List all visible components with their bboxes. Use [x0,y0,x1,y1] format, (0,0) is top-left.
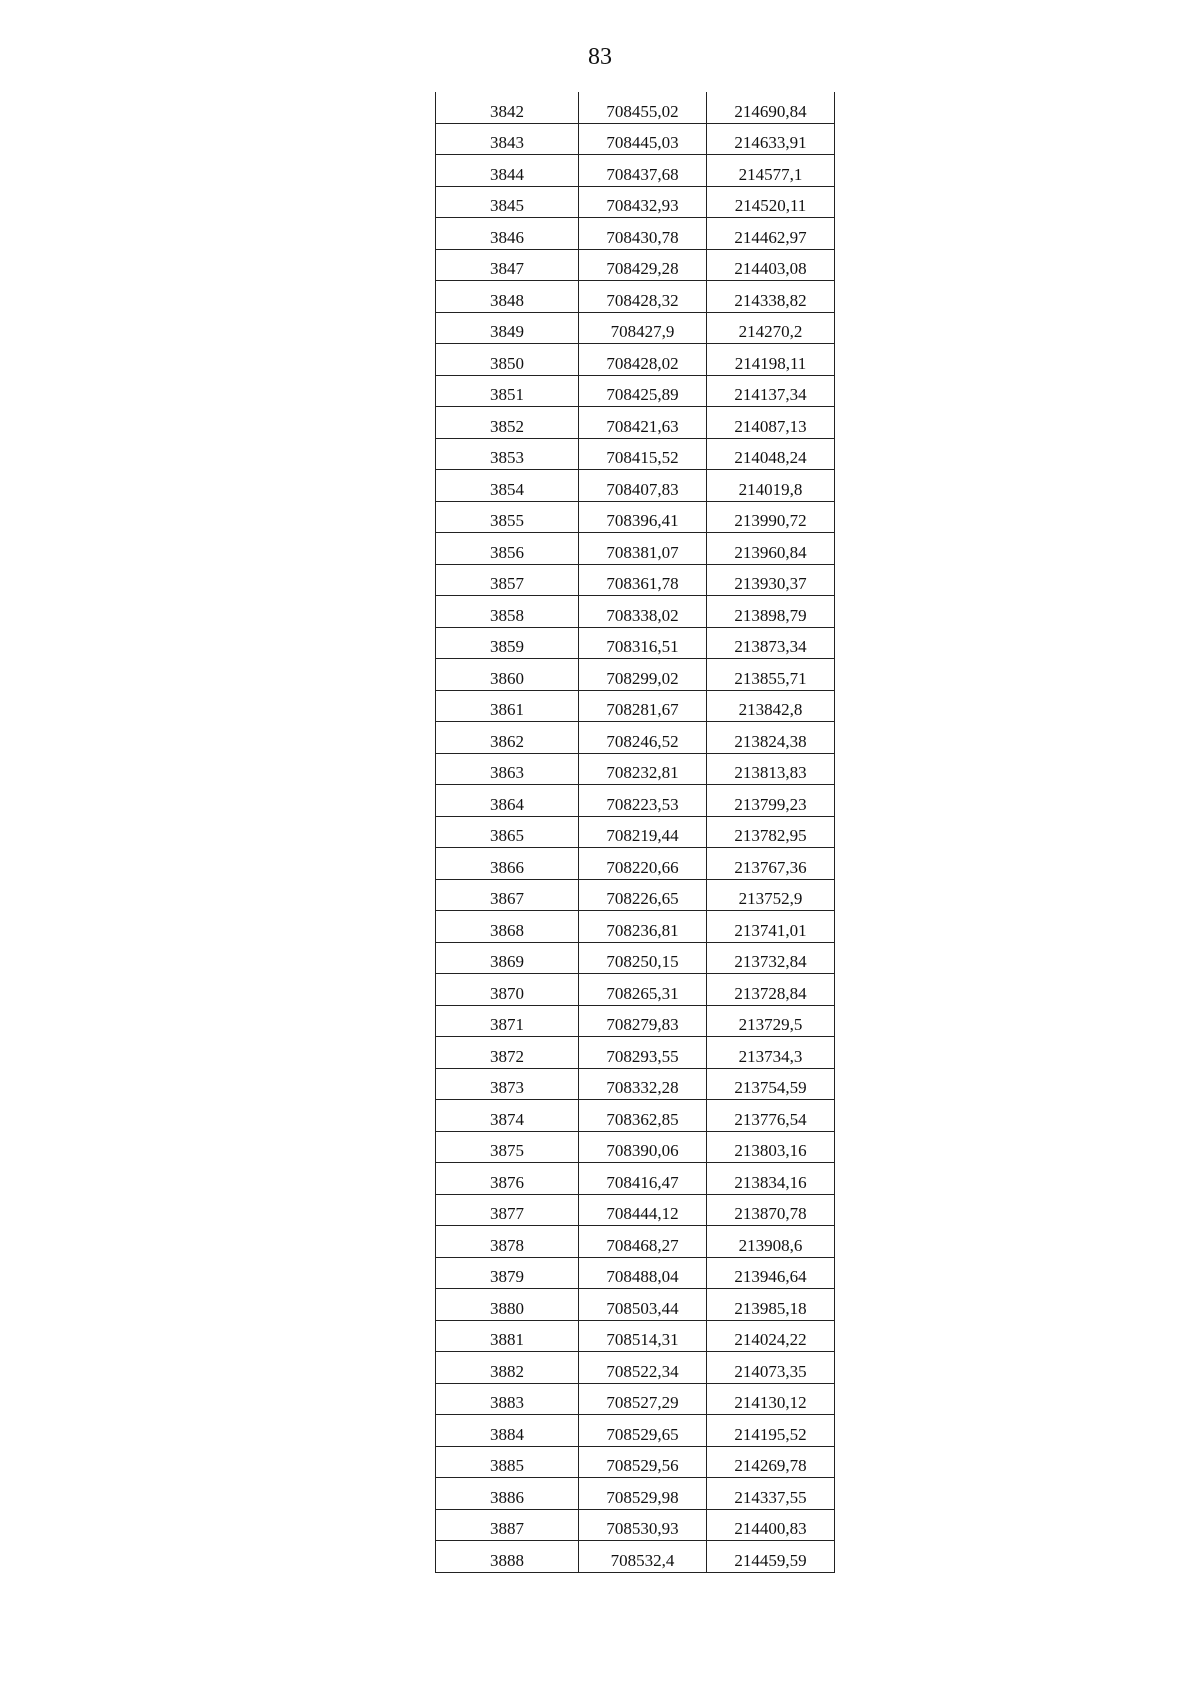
table-row [436,123,835,155]
point-number-cell: 3848 [436,281,579,313]
point-number-cell: 3883 [436,1383,579,1415]
y-coordinate-cell: 214195,52 [707,1415,835,1447]
table-row [436,501,835,533]
x-coordinate-cell: 708332,28 [579,1068,707,1100]
y-coordinate-cell: 214459,59 [707,1541,835,1573]
point-number-cell: 3845 [436,186,579,218]
y-coordinate-cell: 213985,18 [707,1289,835,1321]
x-coordinate-cell: 708281,67 [579,690,707,722]
table-row [436,1352,835,1384]
point-number-cell: 3863 [436,753,579,785]
y-coordinate-cell: 214633,91 [707,123,835,155]
coordinates-table [435,92,835,1573]
table-row [436,1226,835,1258]
y-coordinate-cell: 213842,8 [707,690,835,722]
point-number-cell: 3853 [436,438,579,470]
point-number-cell: 3885 [436,1446,579,1478]
point-number-cell: 3851 [436,375,579,407]
x-coordinate-cell: 708432,93 [579,186,707,218]
x-coordinate-cell: 708444,12 [579,1194,707,1226]
table-row [436,1383,835,1415]
table-row [436,249,835,281]
x-coordinate-cell: 708530,93 [579,1509,707,1541]
y-coordinate-cell: 214270,2 [707,312,835,344]
y-coordinate-cell: 214198,11 [707,344,835,376]
point-number-cell: 3884 [436,1415,579,1447]
x-coordinate-cell: 708279,83 [579,1005,707,1037]
point-number-cell: 3847 [436,249,579,281]
table-row [436,470,835,502]
x-coordinate-cell: 708455,02 [579,92,707,123]
point-number-cell: 3879 [436,1257,579,1289]
y-coordinate-cell: 213930,37 [707,564,835,596]
table-row [436,1509,835,1541]
point-number-cell: 3888 [436,1541,579,1573]
point-number-cell: 3875 [436,1131,579,1163]
point-number-cell: 3871 [436,1005,579,1037]
table-row [436,1100,835,1132]
y-coordinate-cell: 214130,12 [707,1383,835,1415]
table-row [436,438,835,470]
x-coordinate-cell: 708223,53 [579,785,707,817]
x-coordinate-cell: 708428,02 [579,344,707,376]
x-coordinate-cell: 708293,55 [579,1037,707,1069]
point-number-cell: 3852 [436,407,579,439]
x-coordinate-cell: 708396,41 [579,501,707,533]
table-row [436,375,835,407]
x-coordinate-cell: 708425,89 [579,375,707,407]
x-coordinate-cell: 708407,83 [579,470,707,502]
table-row [436,1037,835,1069]
y-coordinate-cell: 213960,84 [707,533,835,565]
y-coordinate-cell: 213782,95 [707,816,835,848]
point-number-cell: 3866 [436,848,579,880]
y-coordinate-cell: 214577,1 [707,155,835,187]
x-coordinate-cell: 708532,4 [579,1541,707,1573]
x-coordinate-cell: 708416,47 [579,1163,707,1195]
table-row [436,627,835,659]
table-row [436,533,835,565]
y-coordinate-cell: 213990,72 [707,501,835,533]
x-coordinate-cell: 708316,51 [579,627,707,659]
table-row [436,816,835,848]
y-coordinate-cell: 213767,36 [707,848,835,880]
table-row [436,312,835,344]
x-coordinate-cell: 708415,52 [579,438,707,470]
table-row [436,186,835,218]
x-coordinate-cell: 708427,9 [579,312,707,344]
y-coordinate-cell: 213834,16 [707,1163,835,1195]
y-coordinate-cell: 213729,5 [707,1005,835,1037]
x-coordinate-cell: 708445,03 [579,123,707,155]
y-coordinate-cell: 213776,54 [707,1100,835,1132]
table-row [436,690,835,722]
x-coordinate-cell: 708390,06 [579,1131,707,1163]
x-coordinate-cell: 708220,66 [579,848,707,880]
table-row [436,1446,835,1478]
x-coordinate-cell: 708522,34 [579,1352,707,1384]
x-coordinate-cell: 708381,07 [579,533,707,565]
point-number-cell: 3874 [436,1100,579,1132]
table-row [436,155,835,187]
x-coordinate-cell: 708265,31 [579,974,707,1006]
point-number-cell: 3886 [436,1478,579,1510]
point-number-cell: 3862 [436,722,579,754]
y-coordinate-cell: 213813,83 [707,753,835,785]
point-number-cell: 3844 [436,155,579,187]
table-row [436,407,835,439]
y-coordinate-cell: 213908,6 [707,1226,835,1258]
x-coordinate-cell: 708421,63 [579,407,707,439]
point-number-cell: 3867 [436,879,579,911]
point-number-cell: 3870 [436,974,579,1006]
y-coordinate-cell: 213870,78 [707,1194,835,1226]
point-number-cell: 3858 [436,596,579,628]
y-coordinate-cell: 214403,08 [707,249,835,281]
point-number-cell: 3859 [436,627,579,659]
x-coordinate-cell: 708236,81 [579,911,707,943]
y-coordinate-cell: 213799,23 [707,785,835,817]
y-coordinate-cell: 214024,22 [707,1320,835,1352]
point-number-cell: 3878 [436,1226,579,1258]
y-coordinate-cell: 214462,97 [707,218,835,250]
x-coordinate-cell: 708219,44 [579,816,707,848]
x-coordinate-cell: 708362,85 [579,1100,707,1132]
y-coordinate-cell: 214087,13 [707,407,835,439]
table-row [436,753,835,785]
x-coordinate-cell: 708226,65 [579,879,707,911]
y-coordinate-cell: 213898,79 [707,596,835,628]
point-number-cell: 3854 [436,470,579,502]
table-row [436,1415,835,1447]
table-row [436,1541,835,1573]
table-row [436,974,835,1006]
table-row [436,1257,835,1289]
y-coordinate-cell: 214400,83 [707,1509,835,1541]
y-coordinate-cell: 213752,9 [707,879,835,911]
point-number-cell: 3872 [436,1037,579,1069]
y-coordinate-cell: 214137,34 [707,375,835,407]
x-coordinate-cell: 708232,81 [579,753,707,785]
table-row [436,848,835,880]
x-coordinate-cell: 708514,31 [579,1320,707,1352]
x-coordinate-cell: 708529,65 [579,1415,707,1447]
table-row [436,1194,835,1226]
point-number-cell: 3868 [436,911,579,943]
x-coordinate-cell: 708503,44 [579,1289,707,1321]
table-row [436,1289,835,1321]
table-row [436,942,835,974]
table-row [436,1478,835,1510]
y-coordinate-cell: 213754,59 [707,1068,835,1100]
point-number-cell: 3846 [436,218,579,250]
table-row [436,911,835,943]
y-coordinate-cell: 214337,55 [707,1478,835,1510]
point-number-cell: 3850 [436,344,579,376]
x-coordinate-cell: 708437,68 [579,155,707,187]
point-number-cell: 3865 [436,816,579,848]
table-row [436,1163,835,1195]
coordinates-table-body [436,92,835,1572]
point-number-cell: 3869 [436,942,579,974]
table-row [436,218,835,250]
x-coordinate-cell: 708468,27 [579,1226,707,1258]
point-number-cell: 3856 [436,533,579,565]
x-coordinate-cell: 708488,04 [579,1257,707,1289]
point-number-cell: 3876 [436,1163,579,1195]
point-number-cell: 3860 [436,659,579,691]
table-row [436,659,835,691]
point-number-cell: 3843 [436,123,579,155]
x-coordinate-cell: 708529,98 [579,1478,707,1510]
point-number-cell: 3887 [436,1509,579,1541]
point-number-cell: 3861 [436,690,579,722]
table-row [436,281,835,313]
point-number-cell: 3882 [436,1352,579,1384]
table-row [436,722,835,754]
point-number-cell: 3873 [436,1068,579,1100]
y-coordinate-cell: 214019,8 [707,470,835,502]
table-row [436,1131,835,1163]
y-coordinate-cell: 213873,34 [707,627,835,659]
y-coordinate-cell: 213732,84 [707,942,835,974]
table-row [436,1005,835,1037]
y-coordinate-cell: 213855,71 [707,659,835,691]
y-coordinate-cell: 214048,24 [707,438,835,470]
table-row [436,879,835,911]
point-number-cell: 3880 [436,1289,579,1321]
y-coordinate-cell: 214520,11 [707,186,835,218]
point-number-cell: 3881 [436,1320,579,1352]
x-coordinate-cell: 708299,02 [579,659,707,691]
y-coordinate-cell: 214269,78 [707,1446,835,1478]
point-number-cell: 3849 [436,312,579,344]
y-coordinate-cell: 213803,16 [707,1131,835,1163]
x-coordinate-cell: 708430,78 [579,218,707,250]
y-coordinate-cell: 213728,84 [707,974,835,1006]
y-coordinate-cell: 213946,64 [707,1257,835,1289]
y-coordinate-cell: 214690,84 [707,92,835,123]
x-coordinate-cell: 708246,52 [579,722,707,754]
x-coordinate-cell: 708428,32 [579,281,707,313]
table-row [436,785,835,817]
y-coordinate-cell: 213741,01 [707,911,835,943]
table-row [436,1068,835,1100]
y-coordinate-cell: 214073,35 [707,1352,835,1384]
table-row [436,596,835,628]
y-coordinate-cell: 213824,38 [707,722,835,754]
point-number-cell: 3855 [436,501,579,533]
point-number-cell: 3864 [436,785,579,817]
point-number-cell: 3857 [436,564,579,596]
table-row [436,1320,835,1352]
x-coordinate-cell: 708529,56 [579,1446,707,1478]
x-coordinate-cell: 708250,15 [579,942,707,974]
table-row [436,92,835,123]
point-number-cell: 3877 [436,1194,579,1226]
x-coordinate-cell: 708527,29 [579,1383,707,1415]
x-coordinate-cell: 708429,28 [579,249,707,281]
x-coordinate-cell: 708361,78 [579,564,707,596]
y-coordinate-cell: 213734,3 [707,1037,835,1069]
y-coordinate-cell: 214338,82 [707,281,835,313]
x-coordinate-cell: 708338,02 [579,596,707,628]
table-row [436,564,835,596]
table-row [436,344,835,376]
page-number: 83 [588,44,612,70]
point-number-cell: 3842 [436,92,579,123]
